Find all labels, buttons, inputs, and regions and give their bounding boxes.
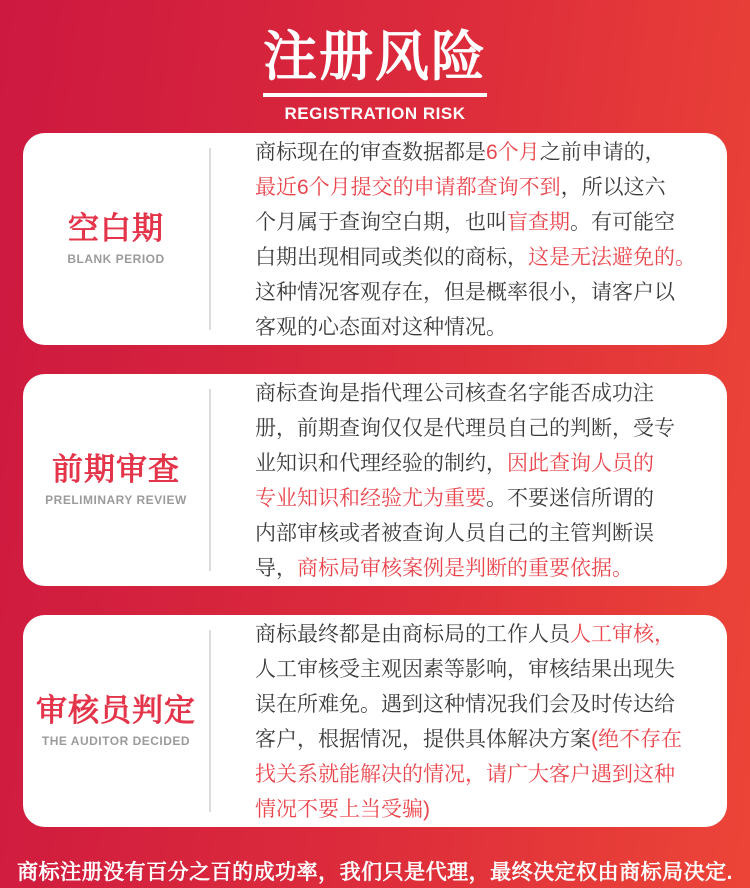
header [0, 0, 750, 133]
card-text [211, 133, 727, 345]
body-text: 内部审核或者被查询人员自己的主管判断误 [255, 522, 654, 545]
text-line [255, 687, 703, 722]
highlighted-text: 这是无法避免的。 [528, 246, 696, 269]
text-line [255, 170, 703, 205]
body-text: 之前申请的， [539, 141, 666, 164]
card-label-column [23, 615, 209, 827]
highlighted-text: 因此查询人员的 [507, 452, 654, 475]
body-text: 个月属于查询空白期，也叫 [255, 211, 507, 234]
text-line [255, 310, 703, 345]
text-line [255, 446, 703, 481]
body-text: ，所以这六 [560, 176, 666, 199]
text-line [255, 551, 703, 586]
body-text: 白期出现相同或类似的商标， [255, 246, 528, 269]
card-text [211, 374, 727, 586]
body-text: 商标查询是指代理公司核查名字能否成功注 [255, 382, 654, 405]
text-line [255, 205, 703, 240]
card-sublabel: THE AUDITOR DECIDED [41, 733, 191, 748]
card-sublabel: BLANK PERIOD [67, 251, 165, 266]
highlighted-text: 人工审核， [570, 623, 675, 646]
text-line [255, 376, 703, 411]
highlighted-text: 专业知识和经验尤为重要 [255, 487, 486, 510]
body-text: 业知识和代理经验的制约， [255, 452, 507, 475]
highlighted-text: 6个月 [486, 141, 540, 164]
risk-cards [0, 133, 750, 827]
text-line [255, 411, 703, 446]
footer-note: 商标注册没有百分之百的成功率，我们只是代理，最终决定权由商标局决定. [17, 861, 733, 884]
body-text: 误在所难免。遇到这种情况我们会及时传达给 [255, 693, 675, 716]
text-line [255, 652, 703, 687]
body-text: 客户，根据情况，提供具体解决方案 [255, 728, 591, 751]
text-line [255, 516, 703, 551]
risk-card-blank-period [23, 133, 727, 345]
highlighted-text: (绝不存在 [591, 728, 682, 751]
body-text: 商标现在的审查数据都是 [255, 141, 486, 164]
text-line [255, 240, 703, 275]
card-label-column [23, 133, 209, 345]
body-text: 客观的心态面对这种情况。 [255, 316, 507, 339]
highlighted-text: 找关系就能解决的情况，请广大客户遇到这种 [255, 763, 675, 786]
body-text: 导， [255, 557, 297, 580]
card-label: 前期审查 [52, 452, 180, 488]
highlighted-text: 情况不要上当受骗) [255, 798, 430, 821]
text-line [255, 757, 703, 792]
body-text: 商标最终都是由商标局的工作人员 [255, 623, 570, 646]
page-subtitle: REGISTRATION RISK [284, 104, 466, 123]
risk-card-auditor-decided [23, 615, 727, 827]
card-label: 审核员判定 [36, 693, 196, 729]
body-text: 这种情况客观存在，但是概率很小，请客户以 [255, 281, 675, 304]
risk-card-preliminary-review [23, 374, 727, 586]
text-line [255, 792, 703, 827]
text-line [255, 617, 703, 652]
highlighted-text: 最近6个月提交的申请都查询不到 [255, 176, 561, 199]
body-text: 册，前期查询仅仅是代理员自己的判断，受专 [255, 417, 675, 440]
body-text: 。有可能空 [570, 211, 675, 234]
page-title: 注册风险 [263, 30, 487, 97]
highlighted-text: 盲查期 [507, 211, 570, 234]
card-text [211, 615, 727, 827]
text-line [255, 481, 703, 516]
body-text: 人工审核受主观因素等影响，审核结果出现失 [255, 658, 675, 681]
text-line [255, 722, 703, 757]
highlighted-text: 商标局审核案例是判断的重要依据。 [297, 557, 633, 580]
card-label: 空白期 [68, 211, 164, 247]
card-sublabel: PRELIMINARY REVIEW [45, 492, 187, 507]
body-text: 。不要迷信所谓的 [486, 487, 654, 510]
text-line [255, 135, 703, 170]
card-label-column [23, 374, 209, 586]
text-line [255, 275, 703, 310]
